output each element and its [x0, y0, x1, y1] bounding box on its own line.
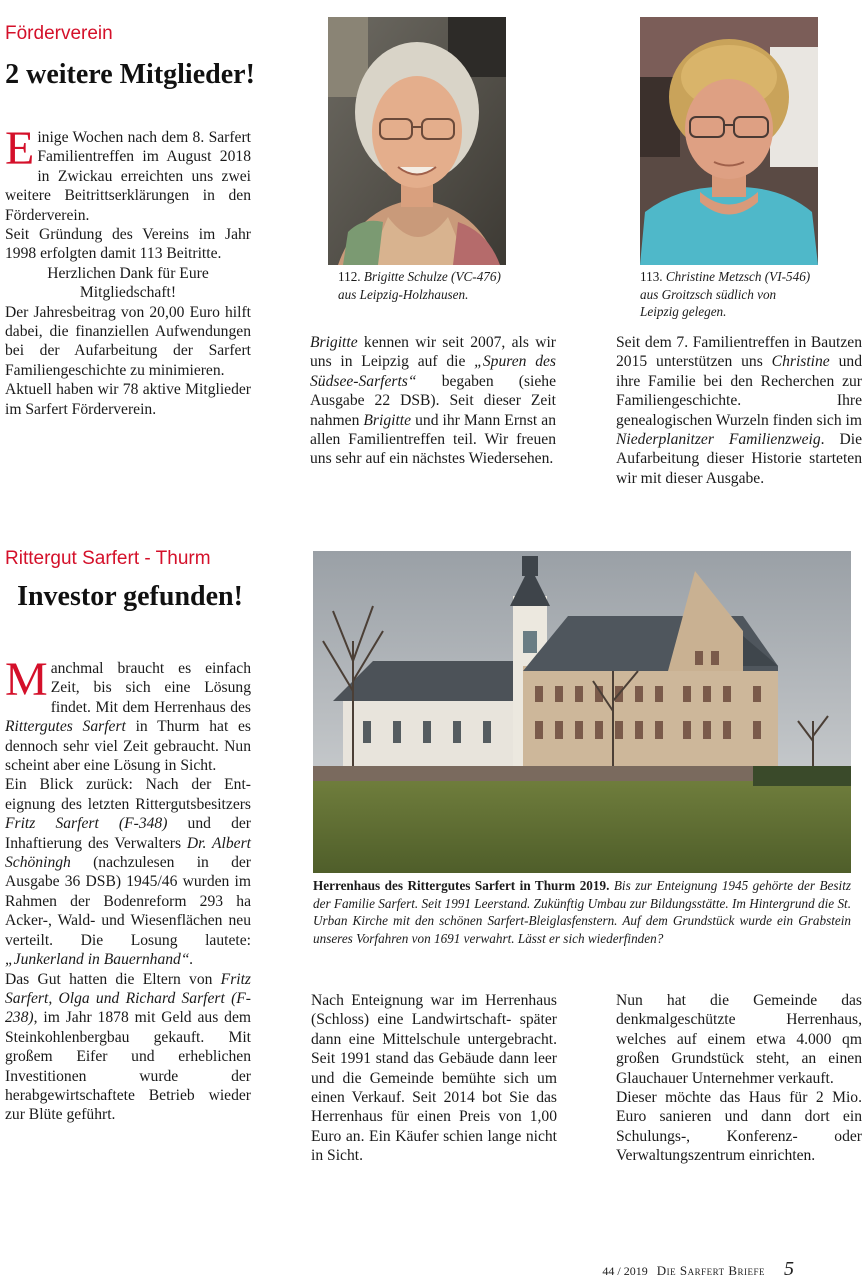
- text-run-italic: Niederplanitzer Familienzweig: [616, 431, 821, 449]
- thanks-line: Herzlichen Dank für Eure Mitgliedschaft!: [47, 264, 209, 302]
- text-run: Seit dem 7. Familientreffen in Bautzen 2015 unterstützen uns: [616, 334, 862, 371]
- paragraph: Dieser möchte das Haus für 2 Mio. Euro sanieren und dann dort ein Schulungs-, Konferenz- oder Verwaltungszentrum einrichten.: [616, 1089, 862, 1165]
- member-number: 113.: [640, 269, 663, 284]
- portrait-brigitte-schulze: [328, 17, 506, 265]
- text-run: kennen wir seit 2007, als wir uns in Leipzig auf die: [310, 334, 556, 371]
- text-run: Ein Blick zurück: Nach der Enteignung des letzten Rittergutsbesitzers: [5, 776, 251, 813]
- portrait-christine-metzsch: [640, 17, 818, 265]
- text-run: in Thurm hat es dennoch sehr viel Zeit gebraucht. Nun scheint aber eine Lösung in Sicht.: [5, 718, 251, 775]
- text-run: anchmal braucht es einfach Zeit, bis sich eine Lösung findet. Mit dem Herrenhaus des: [50, 660, 251, 716]
- publication-name: Die Sarfert Briefe: [656, 1263, 765, 1278]
- text-run: Das Gut hatten die Eltern von: [5, 970, 221, 988]
- headline-investor-gefunden: Investor gefunden!: [17, 581, 243, 612]
- paragraph: Aktuell haben wir 78 aktive Mitglieder im Sarfert Förderverein.: [5, 381, 251, 418]
- name-brigitte: Brigitte: [363, 411, 412, 429]
- christine-text: [616, 333, 862, 488]
- photo-herrenhaus-thurm: [313, 551, 851, 873]
- name-brigitte: Brigitte: [310, 334, 358, 351]
- member-number: 112.: [338, 269, 361, 284]
- section-label-rittergut: Rittergut Sarfert - Thurm: [5, 548, 211, 569]
- paragraph: inige Wochen nach dem 8. Sarfert Familientreffen im August 2018 in Zwickau erreichten uns zwei weitere Beitrittserklärungen in den Förderverein.: [5, 129, 251, 224]
- text-run: und der Inhaftierung des Verwalters: [5, 815, 251, 852]
- text-run: , im Jahr 1878 mit Geld aus dem Steinkohlenbergbau gekauft. Mit großem Eifer und erheblichen Investitionen wurde der herabgewirtschaftete Betrieb wieder zur Blüte geführt.: [5, 1009, 251, 1124]
- page-footer: [602, 1258, 794, 1281]
- text-run: und ihr Mann Ernst an allen Familientreffen teil. Wir freuen uns sehr auf ein nächstes Wiedersehen.: [310, 411, 556, 468]
- text-run: (nachzulesen in der Ausgabe 36 DSB) 1945/46 wurden im Rahmen der Bodenreform 293 ha Acker-, Wald- und Wiesenflächen neu verteilt. Die Losung lautete:: [5, 854, 251, 949]
- rittergut-column-3: [616, 991, 862, 1166]
- caption-text: Brigitte Schulze (VC-476) aus Leipzig-Holzhausen.: [338, 269, 501, 302]
- text-run: und ihre Familie bei den Recherchen zur Familiengeschichte. Ihre genealogischen Wurzeln finden sich im: [616, 353, 862, 429]
- portrait-image: [640, 17, 818, 265]
- text-run-italic: Rittergutes Sarfert: [5, 718, 126, 736]
- text-run-italic: Fritz Sarfert (F-348): [5, 815, 168, 833]
- dropcap-e: E: [5, 122, 35, 175]
- manor-image: [313, 551, 851, 873]
- paragraph: Der Jahresbeitrag von 20,00 Euro hilft dabei, die finanziellen Aufwendungen bei der Aufarbeitung der Sarfert Familiengeschichte zu minimieren.: [5, 303, 251, 379]
- text-run: . Die Aufarbeitung dieser Historie starteten wir mit dieser Ausgabe.: [616, 431, 863, 487]
- text-run: begaben (siehe Ausgabe 22 DSB). Seit dieser Zeit nahmen: [310, 372, 556, 429]
- headline-weitere-mitglieder: 2 weitere Mitglieder!: [5, 59, 255, 90]
- paragraph: Nun hat die Gemeinde das denkmalgeschützte Herrenhaus, welches auf einem etwa 4.000 qm großen Grundstück steht, an einen Glauchauer Unternehmer verkauft.: [616, 992, 862, 1087]
- paragraph: Seit Gründung des Vereins im Jahr 1998 erfolgten damit 113 Beitritte.: [5, 226, 251, 263]
- foerderverein-article: [5, 122, 251, 419]
- rittergut-column-2: [311, 991, 557, 1166]
- rittergut-article: [5, 653, 252, 1125]
- text-run-italic: Dr. Albert Schöningh: [5, 834, 252, 872]
- dropcap-m: M: [5, 653, 48, 706]
- section-label-foerderverein: Förderverein: [5, 23, 113, 44]
- text-run-italic: „Junkerland in Bauernhand“.: [5, 951, 194, 969]
- text-run-italic: „Spuren des Südsee-Sarferts“: [310, 353, 556, 390]
- photo-caption-herrenhaus: [313, 877, 851, 947]
- text-run-italic: Fritz Sarfert, Olga und Richard Sarfert (F-238): [5, 970, 251, 1027]
- portrait-image: [328, 17, 506, 265]
- caption-text: Bis zur Enteignung 1945 gehörte der Besitz der Familie Sarfert. Seit 1991 Leerstand. Zukünftig Umbau zur Bildungsstätte. Im Hintergrund die St. Urban Kirche mit den schönen Sarfert-Bleiglasfenstern. Auf dem Grundstück wurde ein Grabstein unseres Vorfahren von 1691 verwahrt. Lässt er sich wiederfinden?: [313, 878, 852, 946]
- page-number: 5: [784, 1258, 794, 1280]
- issue-number: 44 / 2019: [602, 1264, 648, 1278]
- brigitte-text: [310, 333, 556, 469]
- caption-brigitte: [338, 268, 508, 303]
- caption-christine: [640, 268, 818, 321]
- paragraph: Nach Enteignung war im Herrenhaus (Schloss) eine Landwirtschaft- später dann eine Mittelschule untergebracht. Seit 1991 stand das Gebäude dann leer und die Gemeinde bemühte sich um einen Verkauf. Seit 2014 bot Sie das Herrenhaus für einen Preis von 1,00 Euro an. Ein Käufer schien lange nicht in Sicht.: [311, 992, 557, 1165]
- name-christine: Christine: [771, 353, 830, 371]
- caption-title: Herrenhaus des Rittergutes Sarfert in Thurm 2019.: [313, 878, 610, 893]
- caption-text: Christine Metzsch (VI-546) aus Groitzsch südlich von Leipzig gelegen.: [640, 269, 811, 319]
